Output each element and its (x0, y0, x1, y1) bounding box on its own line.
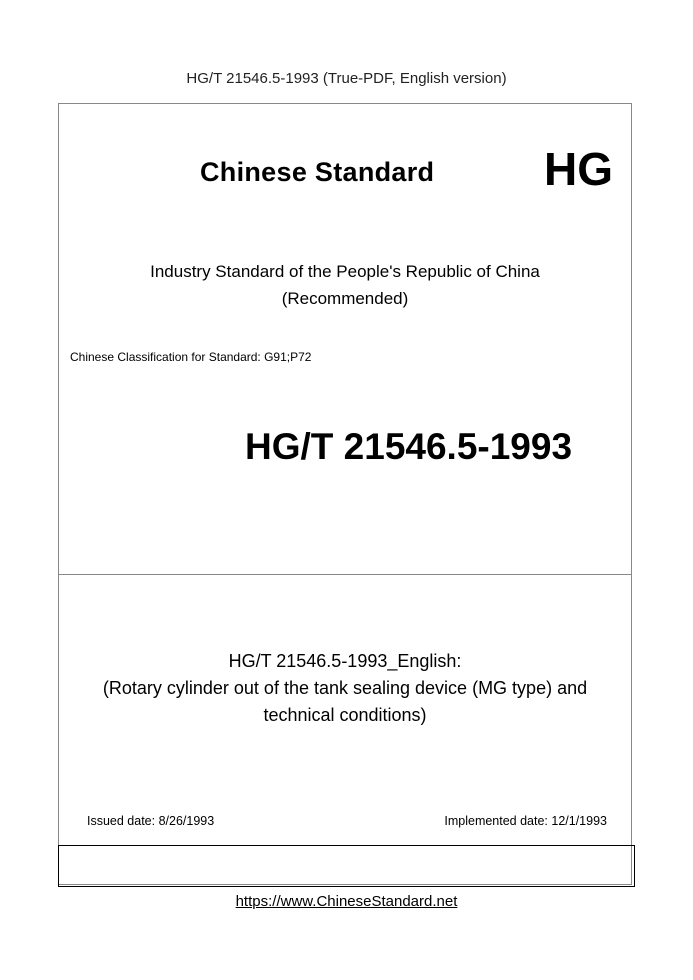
implemented-date: Implemented date: 12/1/1993 (444, 814, 607, 828)
document-title (58, 648, 632, 729)
cover-title: Chinese Standard (200, 157, 435, 187)
section-divider (58, 574, 632, 575)
doc-title-line-1: HG/T 21546.5-1993_English: (228, 651, 462, 671)
cover-frame (58, 103, 632, 885)
standard-mark: HG (544, 143, 613, 195)
footer-box (58, 845, 635, 887)
website-link-container (0, 893, 693, 910)
page-header: HG/T 21546.5-1993 (True-PDF, English version) (186, 70, 507, 87)
doc-title-line-2: (Rotary cylinder out of the tank sealing device (MG type) and (102, 678, 588, 698)
classification-text: Chinese Classification for Standard: G91;P72 (70, 350, 312, 364)
industry-line-1: Industry Standard of the People's Republic of China (150, 262, 540, 281)
industry-standard-text (58, 258, 632, 312)
industry-line-2: (Recommended) (281, 289, 409, 308)
website-link[interactable]: https://www.ChineseStandard.net (235, 893, 458, 910)
standard-number: HG/T 21546.5-1993 (245, 426, 573, 467)
doc-title-line-3: technical conditions) (263, 705, 427, 725)
issued-date: Issued date: 8/26/1993 (87, 814, 215, 828)
